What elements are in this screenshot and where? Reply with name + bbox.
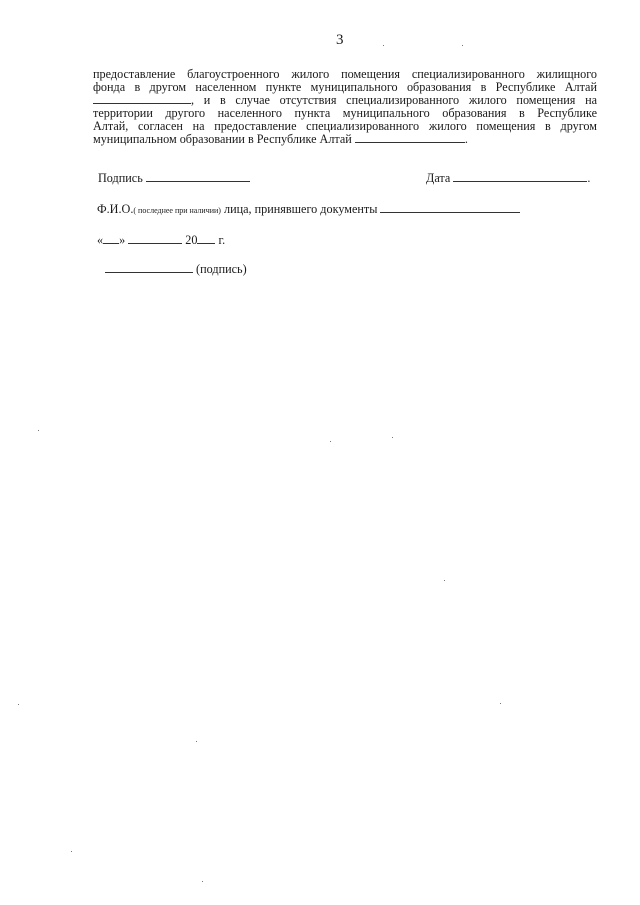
- sign-row: [105, 262, 247, 277]
- scan-speck: [330, 441, 331, 442]
- scan-speck: [444, 580, 445, 581]
- paragraph-line-6: муниципальном образовании в Республике Алтай .: [93, 132, 468, 146]
- municipality-blank[interactable]: [355, 133, 465, 143]
- page-number: 3: [336, 32, 344, 48]
- signature-field: [98, 171, 250, 186]
- scan-speck: [500, 703, 501, 704]
- scan-speck: [462, 45, 463, 46]
- signature-blank[interactable]: [146, 172, 250, 182]
- day-blank[interactable]: [103, 234, 119, 244]
- fio-label: Ф.И.О.: [97, 202, 134, 216]
- date-label: Дата: [426, 171, 451, 185]
- paragraph-line-3: , и в случае отсутствия специализированного жилого помещения на: [93, 94, 597, 107]
- date-row: « » 20 г.: [97, 233, 226, 247]
- scan-speck: [18, 704, 19, 705]
- scan-speck: [71, 851, 72, 852]
- scan-speck: [38, 430, 39, 431]
- date-blank[interactable]: [453, 172, 587, 182]
- year-blank[interactable]: [197, 234, 215, 244]
- fio-text: лица, принявшего документы: [224, 202, 378, 216]
- fio-row: [97, 202, 520, 217]
- paragraph-line-1: предоставление благоустроенного жилого помещения специализированного жилищного: [93, 67, 597, 81]
- paragraph-line-5: Алтай, согласен на предоставление специализированного жилого помещения в другом: [93, 119, 597, 133]
- fio-note: ( последнее при наличии): [133, 206, 221, 215]
- scan-speck: [392, 437, 393, 438]
- fio-blank[interactable]: [380, 203, 520, 213]
- signature-label: Подпись: [98, 171, 143, 185]
- consent-paragraph: [93, 68, 597, 146]
- paragraph-line-4: территории другого населенного пункта муниципального образования в Республике: [93, 106, 597, 120]
- scan-speck: [383, 45, 384, 46]
- paragraph-line-2: фонда в другом населенном пункте муниципального образования в Республике Алтай: [93, 80, 597, 94]
- scan-speck: [196, 741, 197, 742]
- date-field: Дата .: [426, 171, 591, 185]
- settlement-blank[interactable]: [93, 94, 191, 104]
- sign-blank[interactable]: [105, 263, 193, 273]
- sign-label: (подпись): [196, 262, 247, 276]
- scan-speck: [202, 881, 203, 882]
- month-blank[interactable]: [128, 234, 182, 244]
